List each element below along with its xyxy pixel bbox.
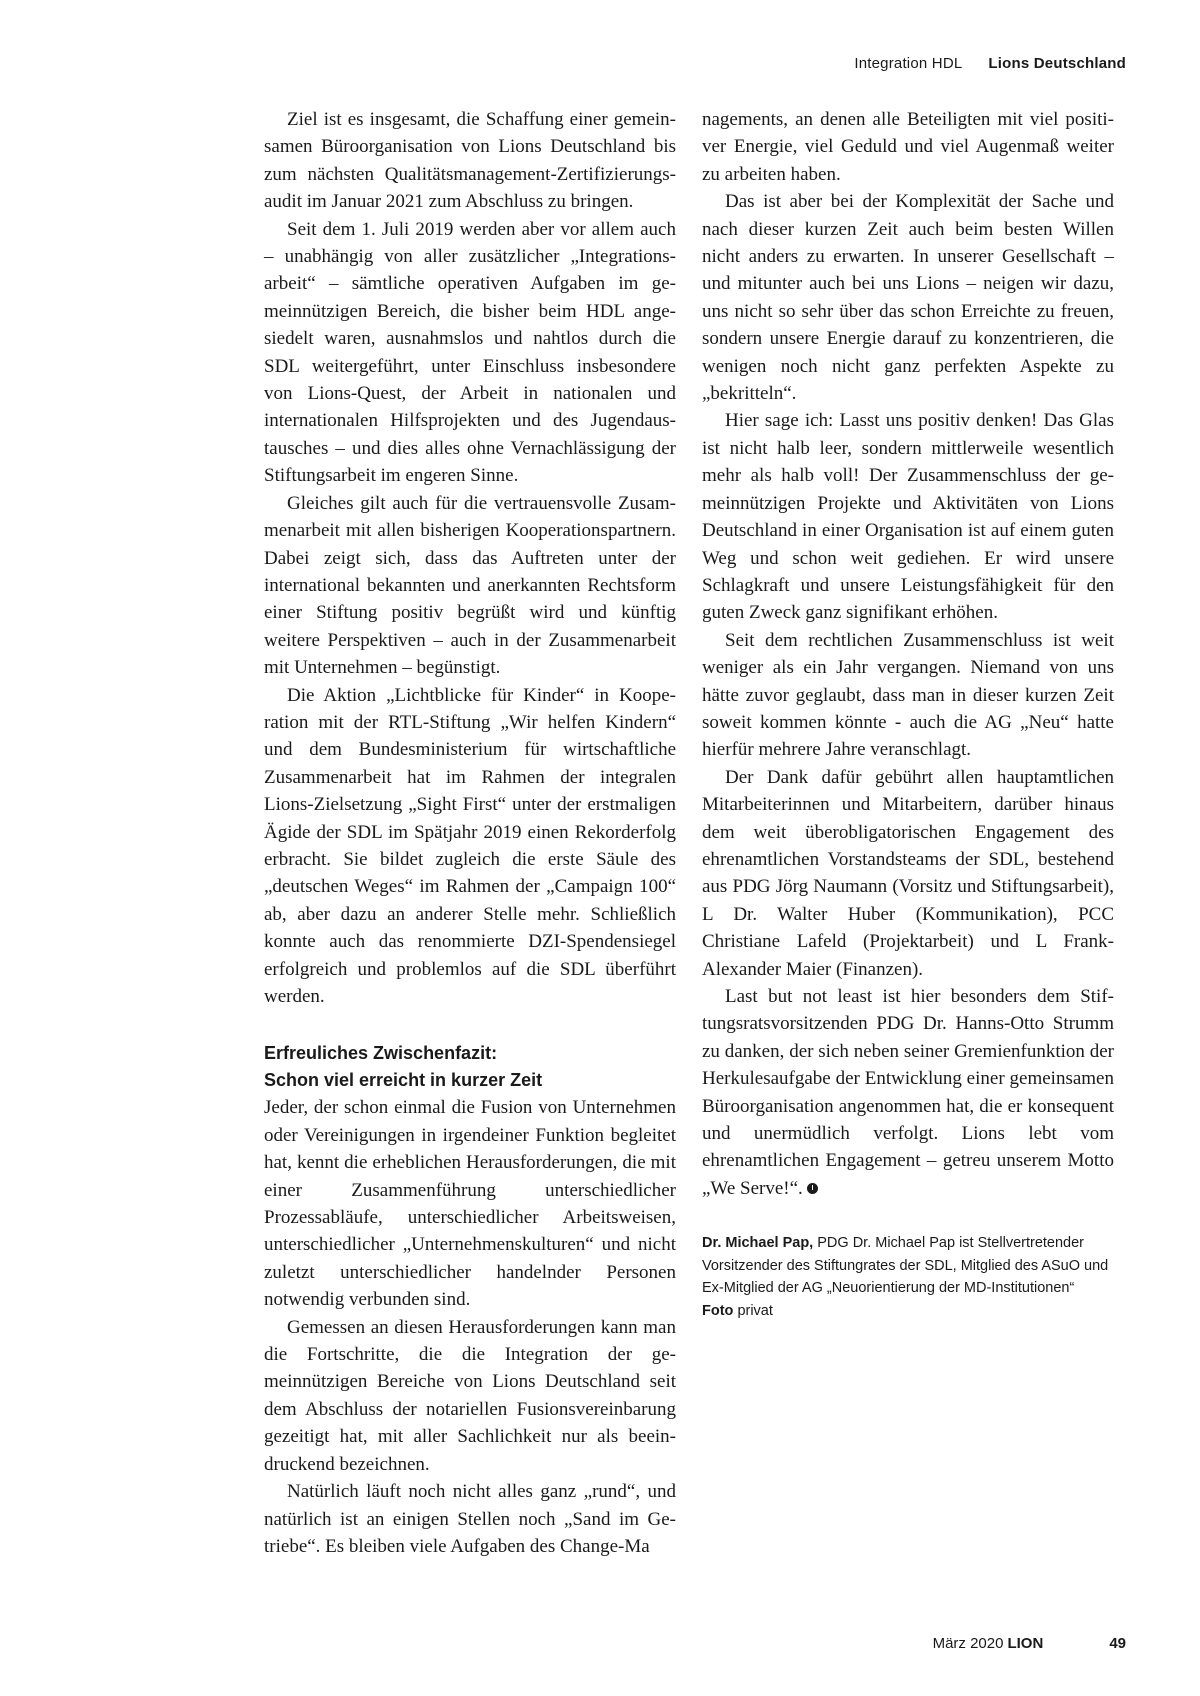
author-name: Dr. Michael Pap, — [702, 1235, 814, 1252]
final-paragraph-text: Last but not least ist hier besonders dem Stiftungsratsvorsitzenden PDG Dr. Hanns-Otto Strumm zu danken, der sich neben seiner Gremienfunktion der Herkulesaufgabe der Entwicklung einer gemeinsamen Büroorganisation angenommen hat, die er konsequent und unermüdlich verfolgt. Lions lebt vom ehrenamtlichen Engagement – getreu unserem Motto „We Serve!“. — [702, 986, 1114, 1199]
body-paragraph: Das ist aber bei der Komplexität der Sache und nach dieser kurzen Zeit auch beim besten Willen nicht anders zu erwarten. In unserer Gesellschaft – und mitunter auch bei uns Lions – neigen wir dazu, uns nicht so sehr über das schon Erreichte zu freuen, sondern unsere Energie darauf zu konzentrieren, die wenigen noch nicht ganz perfekten Aspekte zu „bekritteln“. — [702, 191, 1114, 405]
photo-credit: privat — [737, 1302, 773, 1319]
body-paragraph: Der Dank dafür gebührt allen hauptamtlichen Mitarbeiterinnen und Mitarbeitern, darüber hinaus dem weit überobligatorischen Engagement des ehrenamtlichen Vorstandsteams der SDL, bestehend aus PDG Jörg Naumann (Vorsitz und Stiftungsarbeit), L Dr. Walter Huber (Kommunikation), PCC Christiane Lafeld (Projektarbeit) und L Frank-Alexander Maier (Finanzen). — [702, 766, 1114, 980]
section-subheading — [264, 1040, 676, 1094]
subheading-line-2: Schon viel erreicht in kurzer Zeit — [264, 1070, 543, 1091]
body-paragraph: Ziel ist es insgesamt, die Schaffung einer gemeinsamen Büroorganisation von Lions Deutschland bis zum nächsten Qualitätsmanagement-Zertifizierungsaudit im Januar 2021 zum Abschluss zu bringen. — [264, 109, 676, 213]
body-paragraph: Seit dem 1. Juli 2019 werden aber vor allem auch – unabhängig von aller zusätzlicher „Integrationsarbeit“ – sämtliche operativen Aufgaben im gemeinnützigen Bereich, die bisher beim HDL angesiedelt waren, ausnahmslos und nahtlos durch die SDL weitergeführt, unter Einschluss insbesondere von Lions-Quest, der Arbeit in nationalen und internationalen Hilfsprojekten und des Jugendaustausches – und dies alles ohne Vernachlässigung der Stiftungsarbeit im engeren Sinne. — [264, 218, 676, 487]
body-paragraph: Hier sage ich: Lasst uns positiv denken! Das Glas ist nicht halb leer, sondern mittlerweile wesentlich mehr als halb voll! Der Zusammenschluss der gemeinnützigen Projekte und Aktivitäten von Lions Deutschland in einer Organisation ist auf einem guten Weg und schon weit gediehen. Er wird unsere Schlagkraft und unsere Leistungsfähigkeit für den guten Zweck ganz signifikant erhöhen. — [702, 410, 1114, 624]
footer-magazine: LION — [1007, 1635, 1044, 1652]
body-paragraph: nagements, an denen alle Beteiligten mit viel positiver Energie, viel Geduld und viel Augenmaß weiter zu arbeiten haben. — [702, 109, 1114, 185]
body-paragraph: Die Aktion „Lichtblicke für Kinder“ in Kooperation mit der RTL-Stiftung „Wir helfen Kindern“ und dem Bundesministerium für wirtschaftliche Zusammenarbeit hat im Rahmen der integralen Lions-Zielsetzung „Sight First“ unter der erstmaligen Ägide der SDL im Spätjahr 2019 einen Rekorderfolg erbracht. Sie bildet zugleich die erste Säule des „deutschen Weges“ im Rahmen der „Campaign 100“ ab, aber dazu an anderer Stelle mehr. Schließlich konnte auch das renommierte DZI-Spendensiegel erfolgreich und problemlos auf die SDL überführt werden. — [264, 684, 676, 1007]
page-footer — [933, 1635, 1126, 1652]
left-column — [264, 106, 676, 1560]
header-section: Integration HDL — [854, 55, 963, 72]
author-bio: PDG Dr. Michael Pap ist Stellvertretender Vorsitzender des Stiftungrates der SDL, Mitglied des ASuO und Ex-Mitglied der AG „Neuorientierung der MD-Institutionen“ — [702, 1235, 1109, 1297]
body-paragraph: Jeder, der schon einmal die Fusion von Unternehmen oder Vereinigungen in irgendeiner Funktion begleitet hat, kennt die erheblichen Herausforderungen, die mit einer Zusammenführung unterschiedlicher Prozessabläufe, unterschiedlicher Arbeitsweisen, unterschiedlicher „Unternehmenskulturen“ und nicht zuletzt unterschiedlicher handelnder Personen notwendig verbunden sind. — [264, 1097, 676, 1311]
body-paragraph: Gleiches gilt auch für die vertrauensvolle Zusammenarbeit mit allen bisherigen Kooperationspartnern. Dabei zeigt sich, dass das Auftreten unter der international bekannten und anerkannten Rechtsform einer Stiftung positiv begrüßt wird und künftig weitere Perspektiven – auch in der Zusammenarbeit mit Unternehmen – begünstigt. — [264, 492, 676, 679]
running-header — [854, 55, 1126, 72]
author-box — [702, 1232, 1114, 1322]
header-brand: Lions Deutschland — [988, 55, 1126, 72]
photo-label: Foto — [702, 1302, 734, 1319]
right-column — [702, 106, 1114, 1322]
body-paragraph: Gemessen an diesen Herausforderungen kann man die Fortschritte, die die Integration der gemeinnützigen Bereiche von Lions Deutschland seit dem Abschluss der notariellen Fusionsvereinbarung gezeitigt hat, mit aller Sachlichkeit nur als beeindruckend bezeichnen. — [264, 1316, 676, 1475]
body-paragraph-final — [702, 983, 1114, 1202]
body-paragraph: Natürlich läuft noch nicht alles ganz „rund“, und natürlich ist an einigen Stellen noch „Sand im Getriebe“. Es bleiben viele Aufgaben des Change-Ma — [264, 1481, 676, 1557]
author-bio-line — [702, 1232, 1114, 1300]
subheading-line-1: Erfreuliches Zwischenfazit: — [264, 1043, 498, 1064]
footer-issue: März 2020 — [932, 1635, 1004, 1652]
body-paragraph: Seit dem rechtlichen Zusammenschluss ist weit weniger als ein Jahr vergangen. Niemand von uns hätte zuvor geglaubt, dass man in dieser kurzen Zeit soweit kommen könnte - auch die AG „Neu“ hatte hierfür mehrere Jahre veranschlagt. — [702, 629, 1114, 761]
photo-credit-line — [702, 1300, 1114, 1323]
end-of-article-icon — [807, 1183, 818, 1194]
page-number: 49 — [1109, 1635, 1126, 1652]
